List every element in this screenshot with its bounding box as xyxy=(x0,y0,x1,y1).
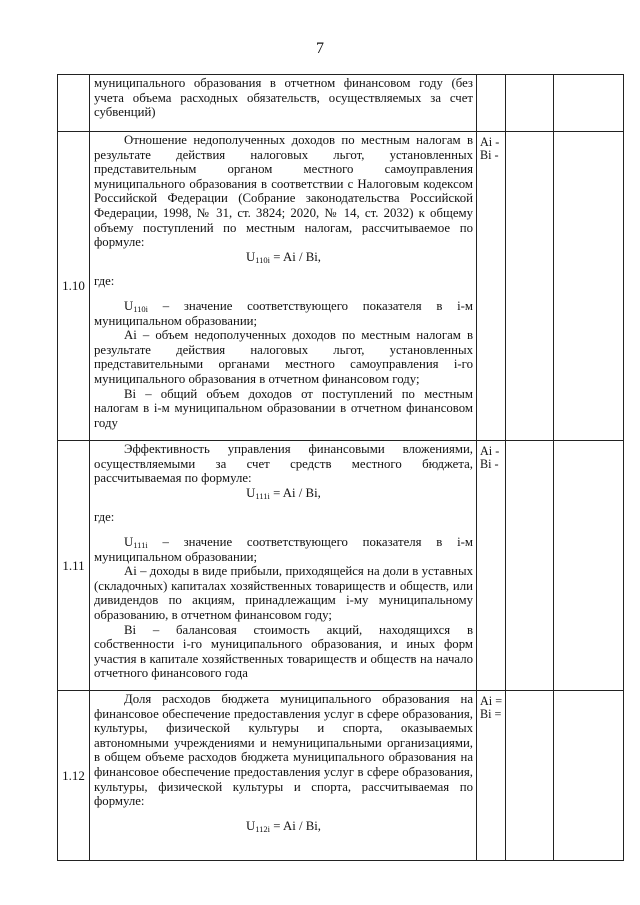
indicator-definition: Доля расходов бюджета муниципального образования на финансовое обеспечение предоставления услуг в сфере образования, культуры, физической культуры и спорта, оказываемых автономными учреждениями и немуниципальными организациями, в общем объеме расходов бюджета муниципального образования на финансовое обеспечение предоставления услуг в сфере образования, культуры, физической культуры и спорта, рассчитываемая по формуле: xyxy=(94,692,473,809)
variable-b: Bi - xyxy=(480,147,499,162)
variable-b: Bi - xyxy=(480,456,499,471)
definition-b: Bi – общий объем доходов от поступлений по местным налогам в i-м муниципальном образовании в отчетном финансовом году xyxy=(94,386,473,430)
row-description xyxy=(90,441,477,691)
empty-cell xyxy=(554,691,624,861)
empty-cell xyxy=(554,75,624,132)
definition-a: Ai – объем недополученных доходов по местным налогам в результате действия налоговых льгот, установленных представительными органами местного самоуправления i-го муниципального образования в отчетном финансовом году; xyxy=(94,328,473,386)
row-number-empty xyxy=(58,75,90,132)
continuation-text: муниципального образования в отчетном финансовом году (без учета объема расходных обязательств, осуществляемых за счет субвенций) xyxy=(94,76,473,120)
variable-a: Ai - xyxy=(480,444,500,458)
variables-cell xyxy=(477,691,506,861)
table-row-1-12 xyxy=(58,691,624,861)
table-row-1-10 xyxy=(58,132,624,441)
variables-cell xyxy=(477,132,506,441)
variable-a: Ai - xyxy=(480,135,500,149)
table-row-1-11 xyxy=(58,441,624,691)
definition-u: $U_{111i}$ – значение соответствующего показателя в i-м муниципальном образовании; xyxy=(94,534,473,564)
empty-cell xyxy=(554,132,624,441)
definition-u: $U_{110i}$ – значение соответствующего показателя в i-м муниципальном образовании; xyxy=(94,298,473,328)
indicators-table xyxy=(57,74,624,861)
variable-a: Ai = xyxy=(480,694,503,708)
empty-cell xyxy=(506,75,554,132)
page-number: 7 xyxy=(316,40,324,57)
empty-cell xyxy=(506,691,554,861)
indicator-definition: Эффективность управления финансовыми вложениями, осуществляемыми за счет средств местного бюджета, рассчитываемая по формуле: xyxy=(94,442,473,486)
row-number: 1.12 xyxy=(58,691,90,861)
empty-cell xyxy=(506,132,554,441)
formula: $U_{110i} = Ai / Bi$, xyxy=(246,249,321,265)
variable-b: Bi = xyxy=(480,706,502,721)
row-description xyxy=(90,691,477,861)
formula: $U_{112i} = Ai / Bi$, xyxy=(246,818,321,834)
variables-cell-empty xyxy=(477,75,506,132)
where-label: где: xyxy=(94,274,115,289)
row-number: 1.10 xyxy=(58,132,90,441)
row-number: 1.11 xyxy=(58,441,90,691)
definition-a: Ai – доходы в виде прибыли, приходящейся на доли в уставных (складочных) капиталах хозяйственных товариществ и обществ, или дивидендов по акциям, принадлежащим i-му муниципальному образованию, в отчетном финансовом году; xyxy=(94,564,473,622)
where-label: где: xyxy=(94,510,115,525)
variables-cell xyxy=(477,441,506,691)
row-description xyxy=(90,132,477,441)
indicator-definition: Отношение недополученных доходов по местным налогам в результате действия налоговых льгот, установленных представительным органом местного самоуправления муниципального образования в соответствии с Налоговым кодексом Российской Федерации (Собрание законодательства Российской Федерации, 1998, № 31, ст. 3824; 2020, № 14, ст. 2032) к общему объему поступлений по местным налогам, рассчитываемое по формуле: xyxy=(94,133,473,250)
empty-cell xyxy=(554,441,624,691)
formula: $U_{111i} = Ai / Bi$, xyxy=(246,485,321,501)
table-row-continuation xyxy=(58,75,624,132)
row-description xyxy=(90,75,477,132)
empty-cell xyxy=(506,441,554,691)
definition-b: Bi – балансовая стоимость акций, находящихся в собственности i-го муниципального образования, и иных форм участия в капитале хозяйственных товариществ и обществ на начало отчетного финансового года xyxy=(94,622,473,681)
